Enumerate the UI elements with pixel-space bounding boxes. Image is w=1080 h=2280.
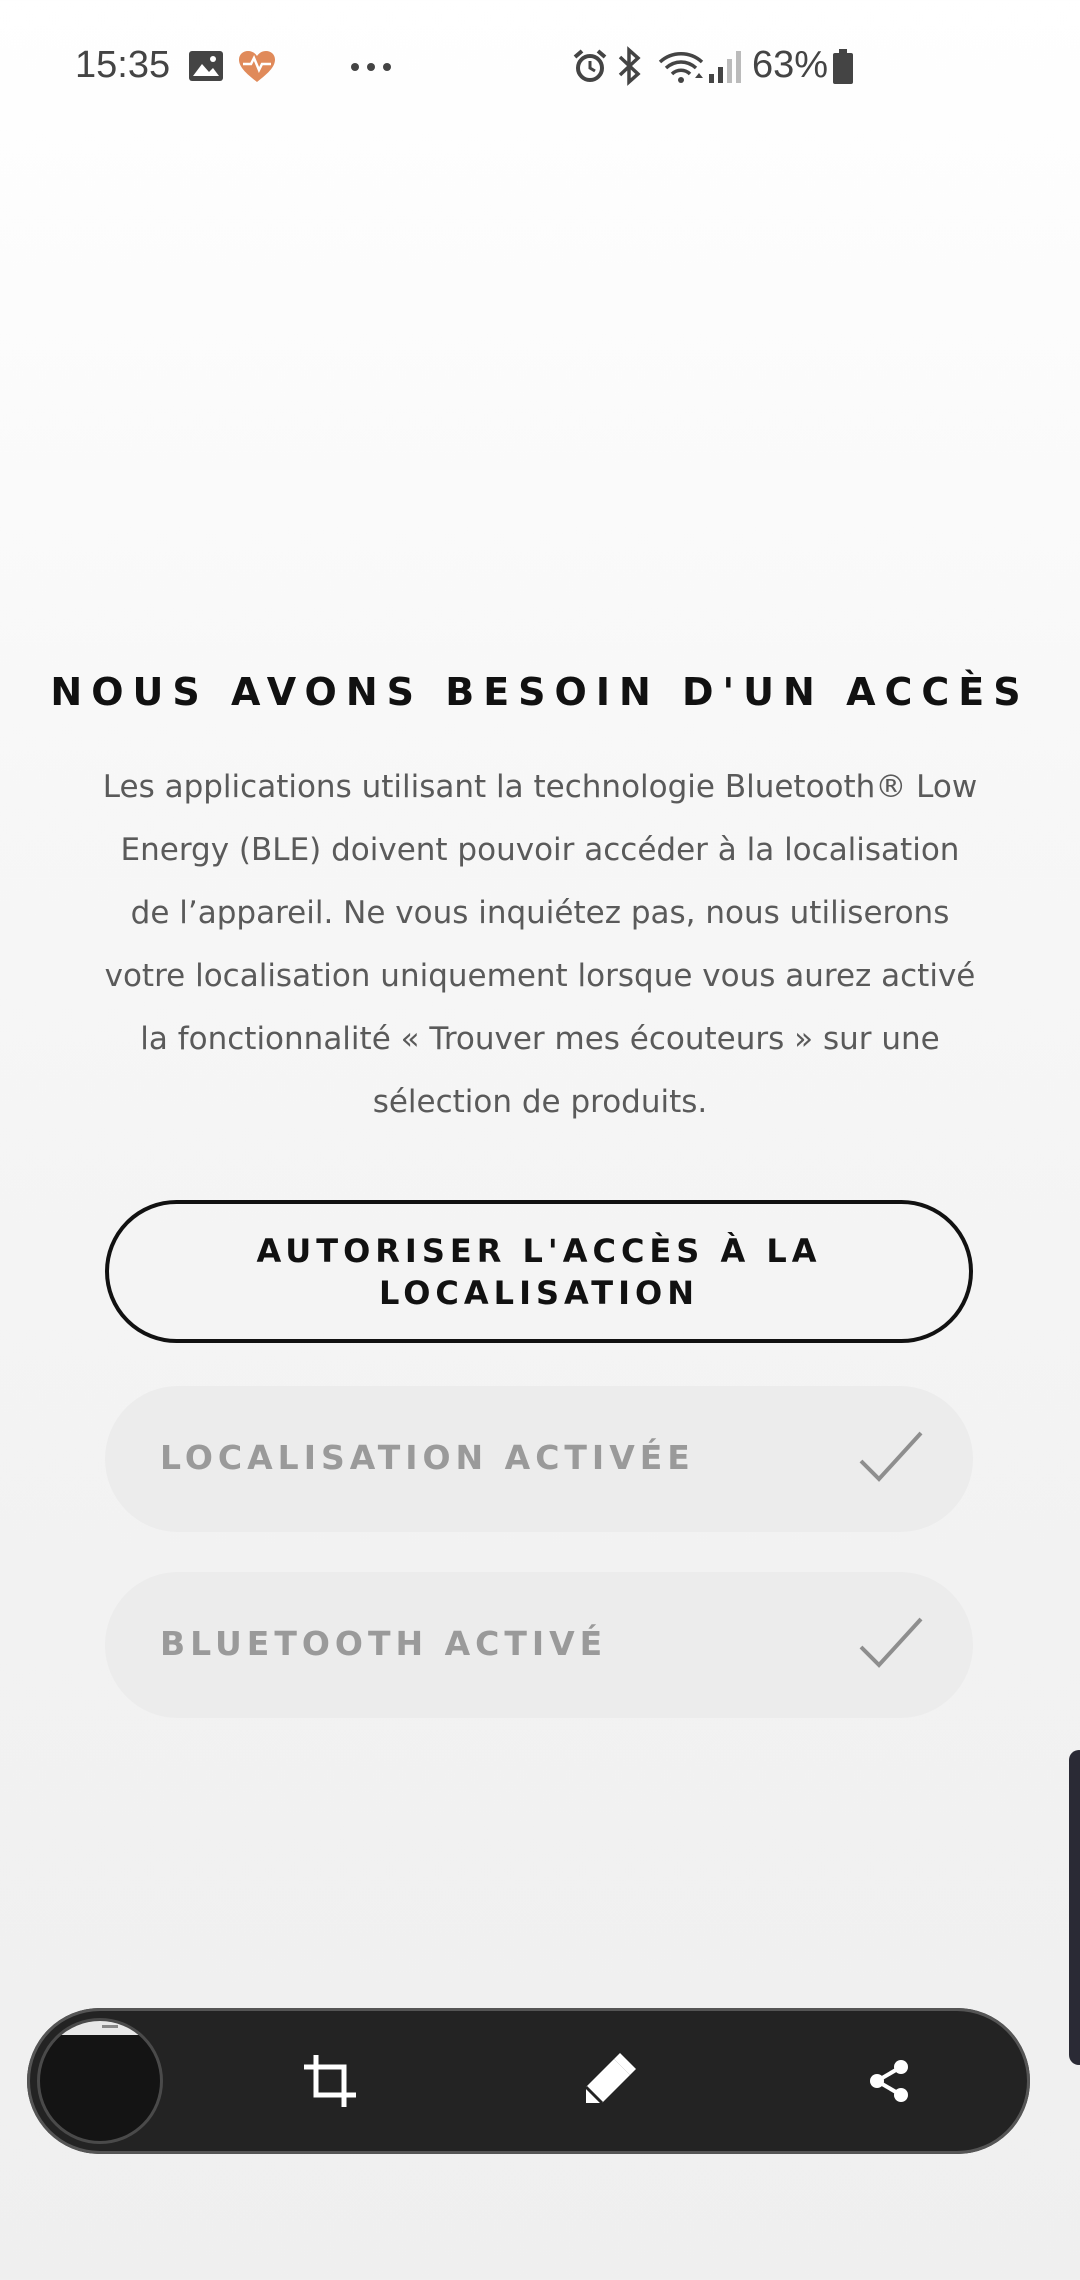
crop-icon xyxy=(302,2053,358,2109)
draw-button[interactable] xyxy=(568,2041,648,2121)
signal-icon xyxy=(708,50,742,84)
pencil-icon xyxy=(580,2053,636,2109)
allow-location-button-label: AUTORISER L'ACCÈS À LA LOCALISATION xyxy=(256,1231,822,1312)
bluetooth-status-pill xyxy=(105,1572,973,1718)
checkmark-icon xyxy=(859,1429,923,1485)
image-icon xyxy=(188,50,224,82)
page-description: Les applications utilisant la technologie Bluetooth® Low Energy (BLE) doivent pouvoir accéder à la localisation de l’appareil. Ne vous inquiétez pas, nous utiliserons votre localisation uniquement lorsque vous aurez activé la fonctionnalité « Trouver mes écouteurs » sur une sélection de produits. xyxy=(102,769,978,1120)
edge-panel-handle[interactable] xyxy=(1069,1750,1080,2065)
battery-icon xyxy=(832,49,854,85)
screenshot-thumbnail[interactable] xyxy=(37,2018,163,2144)
bluetooth-status-label: BLUETOOTH ACTIVÉ xyxy=(160,1624,608,1663)
screenshot-toolbar xyxy=(27,2008,1030,2154)
status-time: 15:35 xyxy=(75,44,171,86)
crop-button[interactable] xyxy=(290,2041,370,2121)
bluetooth-icon xyxy=(616,46,644,86)
share-icon xyxy=(866,2058,912,2104)
heart-rate-icon xyxy=(238,50,276,84)
battery-percentage: 63% xyxy=(752,44,829,86)
alarm-icon xyxy=(572,48,608,84)
thumbnail-preview xyxy=(40,2021,160,2141)
page-title: NOUS AVONS BESOIN D'UN ACCÈS xyxy=(50,670,1030,714)
location-status-label: LOCALISATION ACTIVÉE xyxy=(160,1438,695,1477)
status-bar xyxy=(0,0,1080,130)
allow-location-button[interactable] xyxy=(105,1200,973,1343)
more-icon xyxy=(350,62,392,72)
checkmark-icon xyxy=(859,1615,923,1671)
wifi-icon xyxy=(658,50,704,84)
location-status-pill xyxy=(105,1386,973,1532)
share-button[interactable] xyxy=(849,2041,929,2121)
